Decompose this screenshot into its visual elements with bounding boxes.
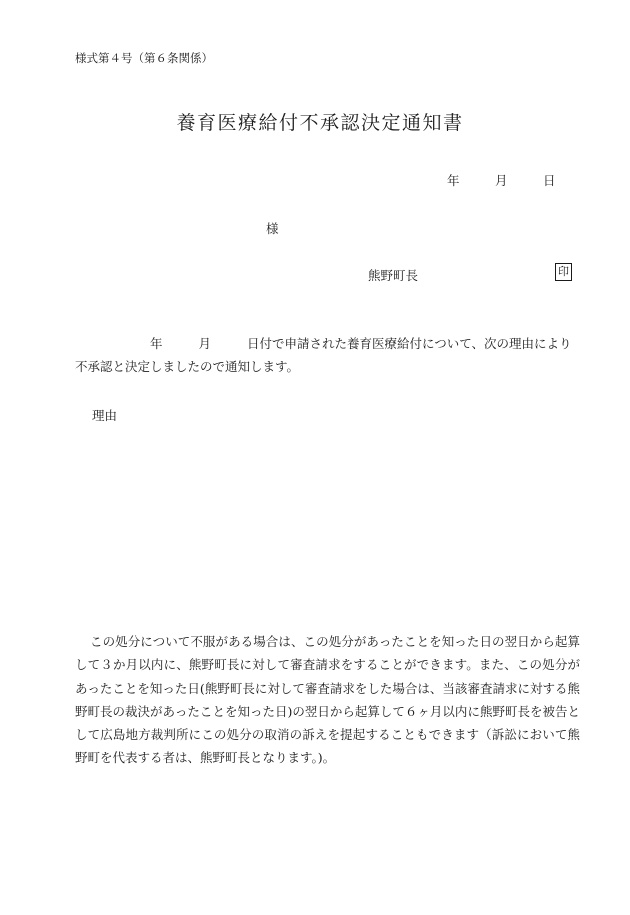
form-number: 様式第４号（第６条関係） xyxy=(75,51,213,65)
appeal-notice: この処分について不服がある場合は、この処分があったことを知った日の翌日から起算して３か月以内に、熊野町長に対して審査請求をすることができます。また、この処分があったことを知った日(熊野町長に対して審査請求をした場合は、当該審査請求に対する熊野町長の裁決があったことを知った日)の翌日から起算して６ヶ月以内に熊野町長を被告として広島地方裁判所にこの処分の取消の訴えを提起することもできます（訴訟において熊野町を代表する者は、熊野町長となります。)。 xyxy=(75,634,580,766)
body-paragraph xyxy=(75,332,577,378)
reason-label: 理由 xyxy=(92,408,118,423)
document-title: 養育医療給付不承認決定通知書 xyxy=(176,112,464,134)
body-text: 日付で申請された養育医療給付について、次の理由により不承認と決定しましたので通知します。 xyxy=(75,336,572,374)
addressee-suffix: 様 xyxy=(266,221,279,236)
date-month-label: 月 xyxy=(495,173,508,188)
seal-mark: 印 xyxy=(555,263,572,281)
date-year-label: 年 xyxy=(447,173,460,188)
body-month-label: 月 xyxy=(198,336,212,351)
body-year-label: 年 xyxy=(150,336,163,351)
date-day-label: 日 xyxy=(543,173,556,188)
issuer-name: 熊野町長 xyxy=(368,268,419,283)
